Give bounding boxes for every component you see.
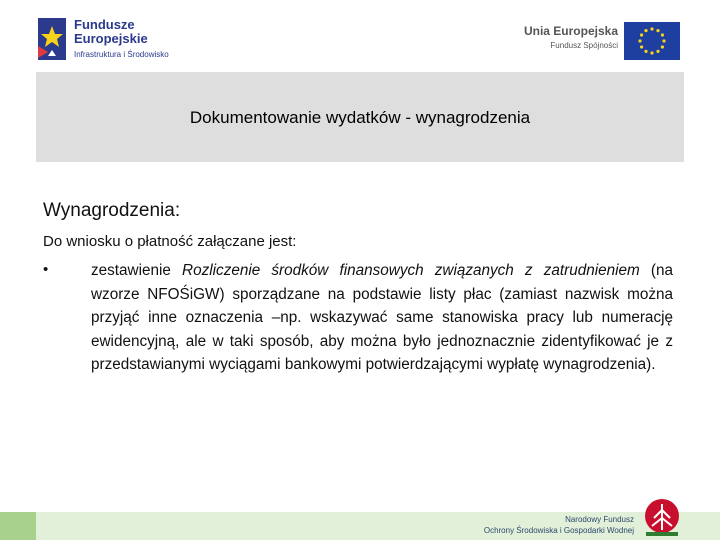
ue-logo-line2: Fundusz Spójności: [550, 41, 618, 50]
fe-logo-line3: Infrastruktura i Środowisko: [74, 50, 169, 59]
bullet-item-text: [91, 259, 673, 377]
nfosigw-emblem-icon: [642, 498, 682, 538]
item-text-emphasis: Rozliczenie środków finansowych związanych z zatrudnieniem: [182, 262, 640, 279]
section-heading: Wynagrodzenia:: [43, 200, 181, 221]
nfosigw-logo: [472, 498, 682, 540]
fe-logo-line1: Fundusze: [74, 17, 135, 32]
slide-title: Dokumentowanie wydatków - wynagrodzenia: [189, 108, 531, 127]
fundusze-europejskie-logo: [36, 14, 186, 64]
fe-star-icon: [36, 16, 70, 62]
eu-flag-icon: [624, 22, 680, 60]
item-text-rest: (na wzorze NFOŚiGW) sporządzane na podstawie listy płac (zamiast nazwisk można przyjąć inne oznaczenia –np. wskazywać same stanowiska pracy lub numerację ewidencyjną, ale w taki sposób, aby można było jednoznacznie zidentyfikować je z przedstawianymi wyciągami bankowymi potwierdzającymi wypłatę wynagrodzenia).: [91, 262, 674, 373]
unia-europejska-logo: [508, 22, 680, 62]
nf-logo-line2: Ochrony Środowiska i Gospodarki Wodnej: [483, 526, 634, 535]
title-banner: [36, 72, 684, 162]
fe-logo-line2: Europejskie: [74, 31, 148, 46]
item-text-start: zestawienie: [91, 262, 183, 279]
ue-logo-line1: Unia Europejska: [523, 24, 618, 38]
bullet-marker: •: [43, 261, 49, 278]
nf-logo-line1: Narodowy Fundusz: [565, 515, 634, 524]
intro-text: Do wniosku o płatność załączane jest:: [43, 233, 297, 250]
